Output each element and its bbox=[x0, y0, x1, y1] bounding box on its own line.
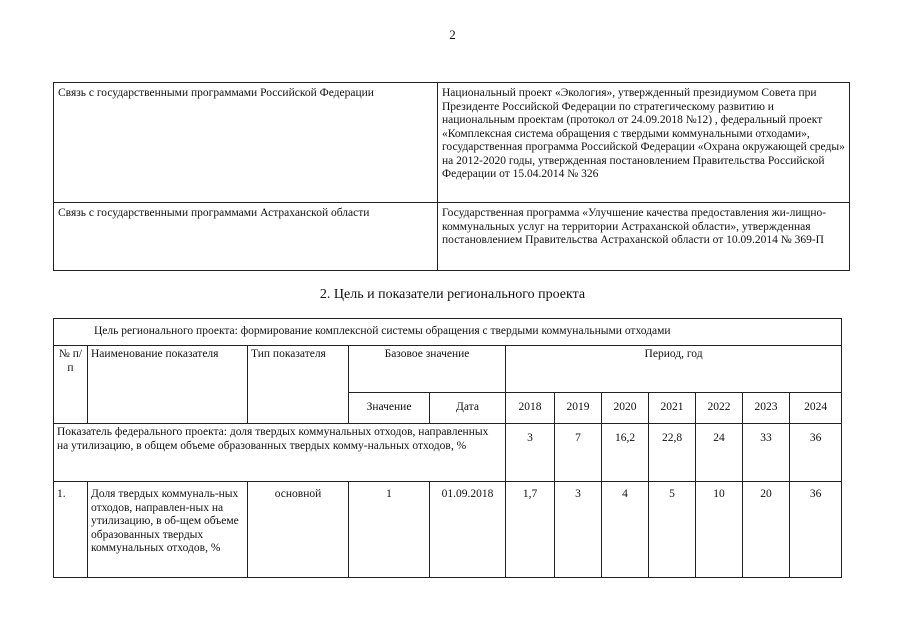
goal-text: Цель регионального проекта: формирование комплексной системы обращения с твердыми коммунальными отходами bbox=[54, 319, 842, 346]
federal-value-2020: 16,2 bbox=[602, 424, 649, 482]
col-value-header: Значение bbox=[349, 393, 430, 424]
year-2020: 2020 bbox=[602, 393, 649, 424]
year-2018: 2018 bbox=[506, 393, 555, 424]
header-row bbox=[54, 346, 842, 393]
link-label-region: Связь с государственными программами Астраханской области bbox=[54, 203, 438, 271]
federal-value-2024: 36 bbox=[790, 424, 842, 482]
col-date-header: Дата bbox=[430, 393, 506, 424]
value-2023: 20 bbox=[743, 482, 790, 578]
federal-value-2019: 7 bbox=[555, 424, 602, 482]
value-2021: 5 bbox=[649, 482, 696, 578]
table-row bbox=[54, 83, 850, 203]
base-value: 1 bbox=[349, 482, 430, 578]
indicator-name: Доля твердых коммуналь-ных отходов, направлен-ных на утилизацию, в об-щем объеме образованных твердых коммунальных отходов, % bbox=[88, 482, 248, 578]
indicators-table bbox=[53, 318, 842, 578]
value-2018: 1,7 bbox=[506, 482, 555, 578]
federal-value-2023: 33 bbox=[743, 424, 790, 482]
col-name-header: Наименование показателя bbox=[88, 346, 248, 424]
section-title: 2. Цель и показатели регионального проекта bbox=[319, 287, 586, 302]
federal-indicator-row bbox=[54, 424, 842, 482]
page-number: 2 bbox=[449, 27, 456, 42]
table-row bbox=[54, 203, 850, 271]
year-2019: 2019 bbox=[555, 393, 602, 424]
year-2023: 2023 bbox=[743, 393, 790, 424]
col-period-header: Период, год bbox=[506, 346, 842, 393]
year-2021: 2021 bbox=[649, 393, 696, 424]
link-label-rf: Связь с государственными программами Российской Федерации bbox=[54, 83, 438, 203]
federal-value-2022: 24 bbox=[696, 424, 743, 482]
col-num-header: № п/п bbox=[54, 346, 88, 424]
federal-value-2018: 3 bbox=[506, 424, 555, 482]
value-2020: 4 bbox=[602, 482, 649, 578]
indicator-type: основной bbox=[248, 482, 349, 578]
link-value-region: Государственная программа «Улучшение качества предоставления жи-лищно-коммунальных услуг на территории Астраханской области», утвержденная постановлением Правительства Астраханской области от 10.09.2014 № 369-П bbox=[438, 203, 850, 271]
value-2024: 36 bbox=[790, 482, 842, 578]
year-2022: 2022 bbox=[696, 393, 743, 424]
base-date: 01.09.2018 bbox=[430, 482, 506, 578]
federal-indicator-text: Показатель федерального проекта: доля твердых коммунальных отходов, направленных на утилизацию, в общем объеме образованных твердых комму-нальных отходов, % bbox=[54, 424, 506, 482]
col-type-header: Тип показателя bbox=[248, 346, 349, 424]
col-base-header: Базовое значение bbox=[349, 346, 506, 393]
link-value-rf: Национальный проект «Экология», утвержденный президиумом Совета при Президенте Российской Федерации по стратегическому развитию и национальным проектам (протокол от 24.09.2018 №12) , федеральный проект «Комплексная система обращения с твердыми коммунальными отходами», государственная программа Российской Федерации «Охрана окружающей среды» на 2012-2020 годы, утвержденная постановлением Правительства Российской Федерации от 15.04.2014 № 326 bbox=[438, 83, 850, 203]
goal-row bbox=[54, 319, 842, 346]
row-number: 1. bbox=[54, 482, 88, 578]
year-2024: 2024 bbox=[790, 393, 842, 424]
table-row bbox=[54, 482, 842, 578]
value-2022: 10 bbox=[696, 482, 743, 578]
federal-value-2021: 22,8 bbox=[649, 424, 696, 482]
value-2019: 3 bbox=[555, 482, 602, 578]
program-links-table bbox=[53, 82, 850, 271]
